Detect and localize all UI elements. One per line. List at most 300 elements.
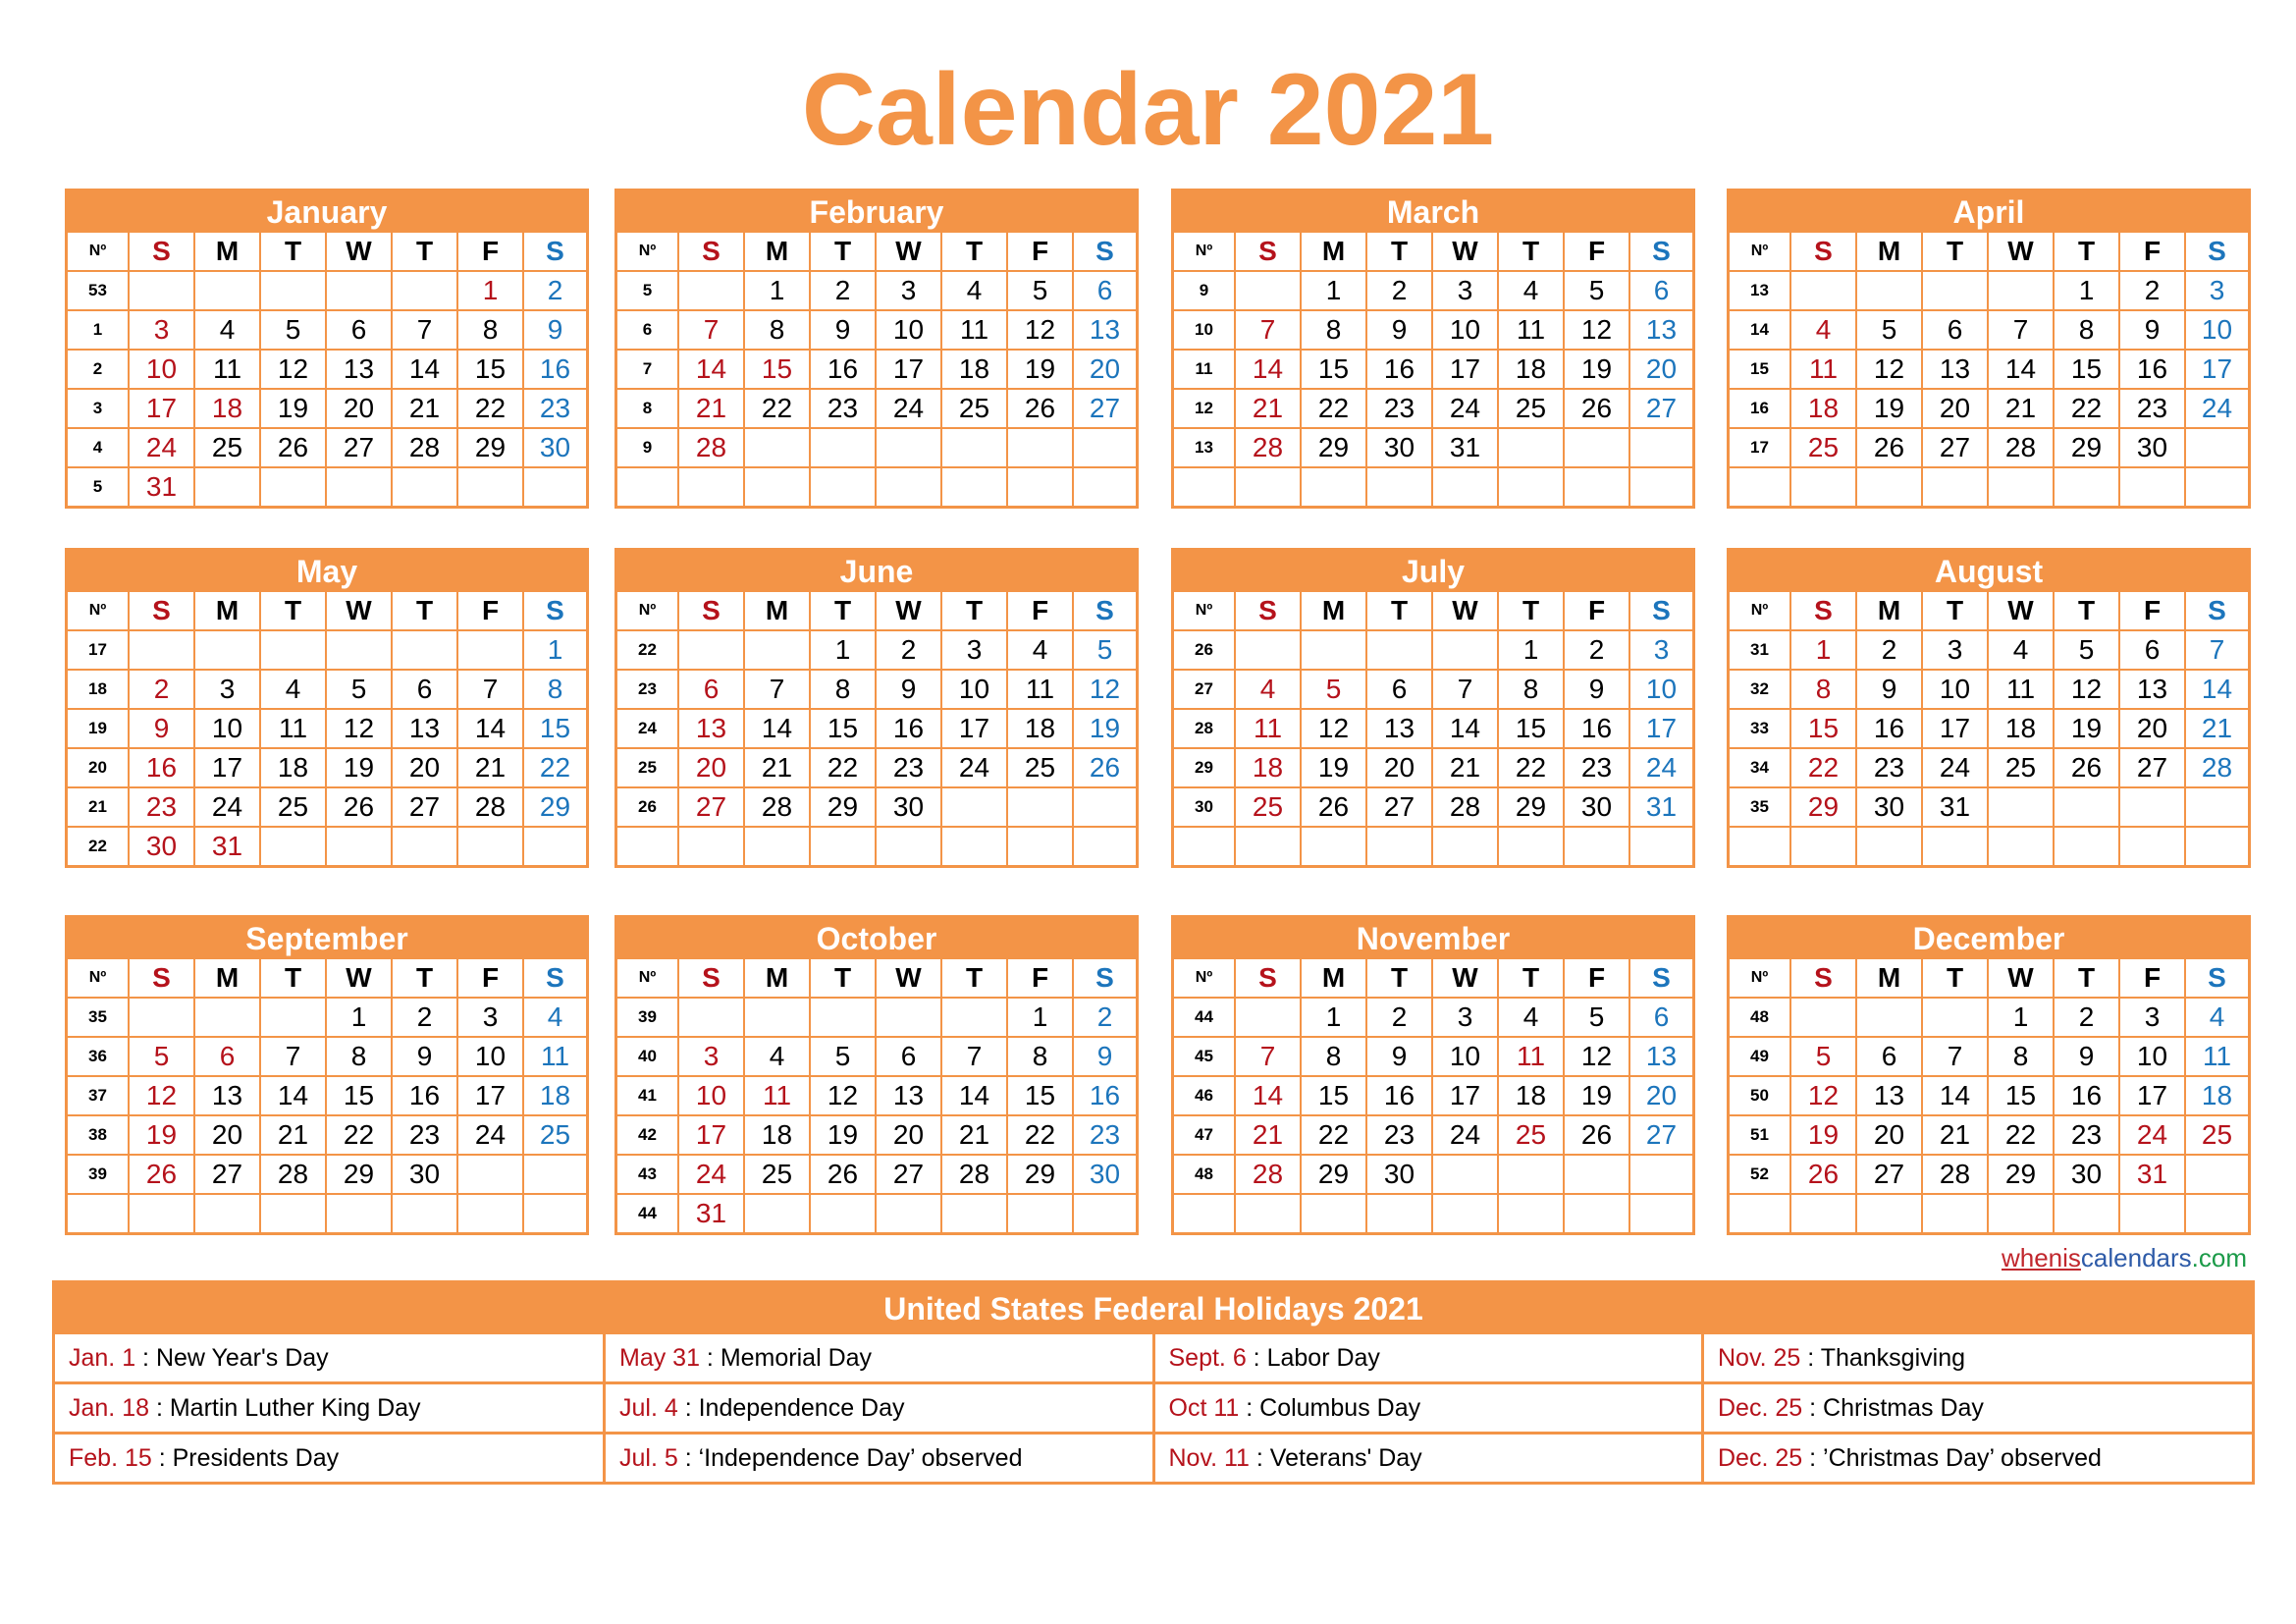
day-cell xyxy=(392,271,457,310)
week-number: 48 xyxy=(1174,1155,1235,1194)
weekday-label: W xyxy=(1432,959,1498,998)
day-cell: 10 xyxy=(2185,310,2248,350)
day-cell: 8 xyxy=(1301,310,1366,350)
week-number: 26 xyxy=(1174,630,1235,670)
day-cell: 18 xyxy=(194,389,260,428)
day-cell: 17 xyxy=(1629,709,1692,748)
day-cell xyxy=(457,827,523,865)
day-cell: 18 xyxy=(1498,1076,1564,1115)
day-cell: 6 xyxy=(1629,998,1692,1037)
week-number: 17 xyxy=(68,630,129,670)
day-cell: 22 xyxy=(1007,1115,1073,1155)
day-cell: 16 xyxy=(2119,350,2185,389)
week-row xyxy=(1730,467,2248,506)
day-cell: 24 xyxy=(2119,1115,2185,1155)
weekday-label: T xyxy=(392,959,457,998)
day-cell: 9 xyxy=(876,670,941,709)
week-number xyxy=(1730,467,1790,506)
month-grid xyxy=(1730,233,2248,506)
day-cell xyxy=(1498,1155,1564,1194)
day-cell: 8 xyxy=(810,670,876,709)
day-cell: 28 xyxy=(744,787,810,827)
day-cell xyxy=(1007,827,1073,865)
day-cell: 19 xyxy=(1073,709,1136,748)
day-cell: 30 xyxy=(392,1155,457,1194)
weekday-label: S xyxy=(678,233,744,271)
weekday-label: S xyxy=(1073,233,1136,271)
day-cell: 2 xyxy=(1366,998,1432,1037)
month-name: March xyxy=(1174,191,1692,233)
day-cell: 6 xyxy=(1366,670,1432,709)
holiday-name: Presidents Day xyxy=(172,1443,340,1472)
week-row xyxy=(68,389,586,428)
day-cell: 12 xyxy=(1564,310,1629,350)
day-cell: 8 xyxy=(326,1037,392,1076)
day-cell: 3 xyxy=(1922,630,1988,670)
holiday-date: Dec. 25 xyxy=(1718,1443,1803,1472)
day-cell: 20 xyxy=(1073,350,1136,389)
day-cell: 26 xyxy=(326,787,392,827)
day-cell: 16 xyxy=(876,709,941,748)
day-cell: 27 xyxy=(1366,787,1432,827)
day-cell: 30 xyxy=(1564,787,1629,827)
day-cell: 22 xyxy=(2054,389,2119,428)
holiday-entry xyxy=(605,1334,1154,1383)
week-number: 13 xyxy=(1730,271,1790,310)
weekday-label: S xyxy=(2185,592,2248,630)
holiday-date: May 31 xyxy=(619,1343,700,1372)
day-cell: 11 xyxy=(1007,670,1073,709)
day-cell xyxy=(392,1194,457,1232)
day-cell: 9 xyxy=(392,1037,457,1076)
weekday-label: T xyxy=(810,233,876,271)
day-cell: 21 xyxy=(1235,389,1301,428)
day-cell: 11 xyxy=(260,709,326,748)
week-row xyxy=(617,1037,1136,1076)
day-cell: 5 xyxy=(260,310,326,350)
day-cell: 26 xyxy=(2054,748,2119,787)
day-cell: 18 xyxy=(1235,748,1301,787)
day-cell: 24 xyxy=(457,1115,523,1155)
week-number: 12 xyxy=(1174,389,1235,428)
weekday-label: T xyxy=(1366,592,1432,630)
day-cell: 26 xyxy=(1856,428,1922,467)
week-number: 39 xyxy=(617,998,678,1037)
week-number xyxy=(617,827,678,865)
month-december xyxy=(1727,915,2251,1235)
day-cell xyxy=(744,827,810,865)
weekday-label: M xyxy=(1856,592,1922,630)
week-row xyxy=(68,670,586,709)
day-cell xyxy=(1790,998,1856,1037)
day-cell xyxy=(392,630,457,670)
day-cell: 21 xyxy=(260,1115,326,1155)
day-cell: 15 xyxy=(744,350,810,389)
day-cell: 17 xyxy=(194,748,260,787)
day-cell: 19 xyxy=(1007,350,1073,389)
weekday-label: S xyxy=(523,959,586,998)
week-number: 6 xyxy=(617,310,678,350)
day-cell xyxy=(941,1194,1007,1232)
month-july xyxy=(1171,548,1695,868)
day-cell: 21 xyxy=(744,748,810,787)
week-row xyxy=(68,998,586,1037)
day-cell xyxy=(1432,1155,1498,1194)
day-cell xyxy=(129,998,194,1037)
day-cell xyxy=(744,998,810,1037)
day-cell: 19 xyxy=(1301,748,1366,787)
weekday-label: T xyxy=(1922,233,1988,271)
month-grid xyxy=(617,959,1136,1232)
weekday-label: S xyxy=(1629,233,1692,271)
day-cell: 15 xyxy=(1007,1076,1073,1115)
day-cell: 31 xyxy=(194,827,260,865)
week-row xyxy=(1174,389,1692,428)
day-cell: 18 xyxy=(1007,709,1073,748)
holiday-entry xyxy=(605,1434,1154,1483)
weekday-header-row xyxy=(1174,959,1692,998)
day-cell: 2 xyxy=(1366,271,1432,310)
weekday-label: T xyxy=(1498,959,1564,998)
day-cell xyxy=(260,271,326,310)
day-cell: 23 xyxy=(129,787,194,827)
day-cell xyxy=(326,271,392,310)
day-cell: 1 xyxy=(2054,271,2119,310)
day-cell: 21 xyxy=(1922,1115,1988,1155)
day-cell: 11 xyxy=(194,350,260,389)
day-cell xyxy=(2119,827,2185,865)
week-row xyxy=(1174,709,1692,748)
day-cell: 8 xyxy=(523,670,586,709)
day-cell: 7 xyxy=(2185,630,2248,670)
watermark-part-1: whenis xyxy=(2001,1243,2081,1272)
day-cell: 4 xyxy=(1498,998,1564,1037)
day-cell: 25 xyxy=(2185,1115,2248,1155)
day-cell: 6 xyxy=(1073,271,1136,310)
week-number: 40 xyxy=(617,1037,678,1076)
day-cell: 25 xyxy=(194,428,260,467)
weekday-header-row xyxy=(68,233,586,271)
day-cell xyxy=(1629,1194,1692,1232)
day-cell xyxy=(1856,1194,1922,1232)
day-cell: 16 xyxy=(1856,709,1922,748)
day-cell xyxy=(1922,467,1988,506)
holiday-entry xyxy=(55,1434,605,1483)
week-number-header: Nº xyxy=(68,233,129,271)
day-cell: 6 xyxy=(1922,310,1988,350)
day-cell: 19 xyxy=(1790,1115,1856,1155)
day-cell xyxy=(1301,1194,1366,1232)
week-number xyxy=(1174,1194,1235,1232)
day-cell xyxy=(194,1194,260,1232)
day-cell xyxy=(194,630,260,670)
weekday-label: T xyxy=(1366,233,1432,271)
day-cell: 18 xyxy=(941,350,1007,389)
day-cell: 10 xyxy=(1432,1037,1498,1076)
day-cell: 16 xyxy=(129,748,194,787)
day-cell xyxy=(523,1155,586,1194)
day-cell xyxy=(2185,1155,2248,1194)
day-cell xyxy=(1432,1194,1498,1232)
day-cell xyxy=(2054,787,2119,827)
day-cell: 26 xyxy=(260,428,326,467)
week-number: 44 xyxy=(1174,998,1235,1037)
day-cell xyxy=(1432,827,1498,865)
day-cell: 23 xyxy=(523,389,586,428)
day-cell: 20 xyxy=(678,748,744,787)
day-cell: 15 xyxy=(457,350,523,389)
day-cell: 29 xyxy=(326,1155,392,1194)
holidays-table xyxy=(55,1334,2252,1482)
week-number: 9 xyxy=(617,428,678,467)
day-cell xyxy=(457,1155,523,1194)
day-cell: 9 xyxy=(1564,670,1629,709)
day-cell xyxy=(523,1194,586,1232)
month-grid xyxy=(617,592,1136,865)
day-cell: 22 xyxy=(326,1115,392,1155)
week-number: 8 xyxy=(617,389,678,428)
day-cell xyxy=(1922,1194,1988,1232)
day-cell: 24 xyxy=(2185,389,2248,428)
day-cell: 28 xyxy=(260,1155,326,1194)
day-cell: 29 xyxy=(1301,428,1366,467)
holiday-name: Veterans' Day xyxy=(1269,1443,1422,1472)
day-cell xyxy=(1235,467,1301,506)
day-cell: 23 xyxy=(1073,1115,1136,1155)
day-cell: 22 xyxy=(744,389,810,428)
holiday-name: Columbus Day xyxy=(1259,1393,1421,1422)
day-cell: 9 xyxy=(129,709,194,748)
week-row xyxy=(617,428,1136,467)
week-number: 13 xyxy=(1174,428,1235,467)
day-cell: 31 xyxy=(1629,787,1692,827)
weekday-label: F xyxy=(457,233,523,271)
day-cell: 14 xyxy=(2185,670,2248,709)
month-name: October xyxy=(617,918,1136,959)
week-number: 44 xyxy=(617,1194,678,1232)
month-november xyxy=(1171,915,1695,1235)
week-row xyxy=(1174,748,1692,787)
week-row xyxy=(617,1115,1136,1155)
day-cell: 25 xyxy=(1007,748,1073,787)
week-number: 5 xyxy=(68,467,129,506)
holiday-name: Memorial Day xyxy=(720,1343,873,1372)
day-cell: 21 xyxy=(392,389,457,428)
week-number: 38 xyxy=(68,1115,129,1155)
day-cell: 4 xyxy=(1498,271,1564,310)
weekday-label: T xyxy=(2054,233,2119,271)
day-cell: 16 xyxy=(1366,1076,1432,1115)
week-row xyxy=(617,350,1136,389)
week-row xyxy=(617,630,1136,670)
weekday-label: T xyxy=(260,233,326,271)
week-number xyxy=(1730,827,1790,865)
day-cell: 1 xyxy=(523,630,586,670)
week-number: 52 xyxy=(1730,1155,1790,1194)
weekday-header-row xyxy=(68,959,586,998)
day-cell xyxy=(1988,467,2054,506)
day-cell: 30 xyxy=(1073,1155,1136,1194)
day-cell xyxy=(1790,827,1856,865)
day-cell: 29 xyxy=(810,787,876,827)
day-cell: 25 xyxy=(1235,787,1301,827)
weekday-label: S xyxy=(1073,592,1136,630)
day-cell: 14 xyxy=(392,350,457,389)
day-cell xyxy=(2185,827,2248,865)
day-cell: 26 xyxy=(810,1155,876,1194)
day-cell: 13 xyxy=(392,709,457,748)
day-cell xyxy=(1073,428,1136,467)
weekday-label: S xyxy=(1235,233,1301,271)
weekday-label: S xyxy=(523,233,586,271)
week-number: 7 xyxy=(617,350,678,389)
day-cell: 8 xyxy=(2054,310,2119,350)
week-row xyxy=(1730,1037,2248,1076)
day-cell xyxy=(810,467,876,506)
holiday-name: Thanksgiving xyxy=(1820,1343,1966,1372)
week-row xyxy=(68,1115,586,1155)
watermark-part-3: .com xyxy=(2191,1243,2247,1272)
holiday-separator: : xyxy=(677,1443,699,1472)
day-cell: 7 xyxy=(392,310,457,350)
day-cell: 26 xyxy=(1007,389,1073,428)
day-cell xyxy=(876,1194,941,1232)
day-cell xyxy=(810,827,876,865)
day-cell: 2 xyxy=(392,998,457,1037)
day-cell: 23 xyxy=(2054,1115,2119,1155)
day-cell: 2 xyxy=(2054,998,2119,1037)
day-cell: 30 xyxy=(2119,428,2185,467)
week-row xyxy=(68,467,586,506)
day-cell: 28 xyxy=(1432,787,1498,827)
day-cell: 25 xyxy=(744,1155,810,1194)
day-cell: 30 xyxy=(1366,1155,1432,1194)
month-name: May xyxy=(68,551,586,592)
day-cell xyxy=(260,630,326,670)
day-cell: 6 xyxy=(326,310,392,350)
day-cell xyxy=(260,1194,326,1232)
day-cell: 4 xyxy=(1235,670,1301,709)
week-number: 37 xyxy=(68,1076,129,1115)
day-cell xyxy=(678,630,744,670)
day-cell: 27 xyxy=(678,787,744,827)
weekday-label: F xyxy=(457,592,523,630)
month-name: April xyxy=(1730,191,2248,233)
week-number: 15 xyxy=(1730,350,1790,389)
day-cell: 19 xyxy=(2054,709,2119,748)
day-cell: 18 xyxy=(1988,709,2054,748)
day-cell: 2 xyxy=(1564,630,1629,670)
day-cell xyxy=(1922,998,1988,1037)
day-cell: 11 xyxy=(941,310,1007,350)
holiday-date: Oct 11 xyxy=(1168,1393,1240,1422)
weekday-label: W xyxy=(326,959,392,998)
day-cell: 15 xyxy=(1498,709,1564,748)
day-cell: 22 xyxy=(810,748,876,787)
day-cell: 20 xyxy=(1922,389,1988,428)
site-watermark[interactable] xyxy=(2002,1243,2247,1273)
day-cell xyxy=(326,630,392,670)
day-cell: 10 xyxy=(1629,670,1692,709)
day-cell: 16 xyxy=(1073,1076,1136,1115)
day-cell: 1 xyxy=(744,271,810,310)
day-cell: 29 xyxy=(523,787,586,827)
day-cell xyxy=(810,428,876,467)
weekday-label: M xyxy=(1301,592,1366,630)
day-cell: 28 xyxy=(2185,748,2248,787)
week-number: 21 xyxy=(68,787,129,827)
holiday-entry xyxy=(55,1383,605,1434)
day-cell: 16 xyxy=(1366,350,1432,389)
day-cell: 12 xyxy=(1073,670,1136,709)
day-cell: 11 xyxy=(2185,1037,2248,1076)
day-cell: 12 xyxy=(810,1076,876,1115)
holiday-date: Jan. 1 xyxy=(69,1343,136,1372)
day-cell: 28 xyxy=(678,428,744,467)
day-cell xyxy=(260,998,326,1037)
holiday-date: Jul. 5 xyxy=(619,1443,678,1472)
month-grid xyxy=(1174,592,1692,865)
day-cell xyxy=(1856,271,1922,310)
day-cell: 13 xyxy=(1922,350,1988,389)
day-cell: 31 xyxy=(1922,787,1988,827)
month-january xyxy=(65,189,589,509)
day-cell xyxy=(678,467,744,506)
week-row xyxy=(1730,310,2248,350)
week-row xyxy=(1174,1115,1692,1155)
day-cell: 5 xyxy=(1856,310,1922,350)
day-cell: 14 xyxy=(1432,709,1498,748)
weekday-label: S xyxy=(2185,233,2248,271)
day-cell xyxy=(392,467,457,506)
month-name: September xyxy=(68,918,586,959)
holiday-name: ‘Independence Day’ observed xyxy=(698,1443,1023,1472)
day-cell: 28 xyxy=(1235,1155,1301,1194)
day-cell: 28 xyxy=(941,1155,1007,1194)
day-cell: 25 xyxy=(1498,1115,1564,1155)
day-cell: 10 xyxy=(2119,1037,2185,1076)
week-row xyxy=(1730,1194,2248,1232)
holiday-entry xyxy=(1153,1434,1703,1483)
weekday-label: S xyxy=(678,959,744,998)
week-number: 45 xyxy=(1174,1037,1235,1076)
week-number xyxy=(617,467,678,506)
day-cell: 1 xyxy=(1988,998,2054,1037)
day-cell xyxy=(1498,1194,1564,1232)
day-cell: 23 xyxy=(810,389,876,428)
day-cell: 11 xyxy=(1235,709,1301,748)
week-number: 31 xyxy=(1730,630,1790,670)
day-cell: 24 xyxy=(1432,1115,1498,1155)
month-name: January xyxy=(68,191,586,233)
day-cell: 10 xyxy=(941,670,1007,709)
day-cell: 27 xyxy=(1629,389,1692,428)
holiday-row xyxy=(55,1434,2252,1483)
day-cell: 7 xyxy=(1235,310,1301,350)
day-cell: 9 xyxy=(2054,1037,2119,1076)
day-cell xyxy=(941,998,1007,1037)
day-cell: 20 xyxy=(1366,748,1432,787)
day-cell: 11 xyxy=(523,1037,586,1076)
week-row xyxy=(1174,1155,1692,1194)
month-grid xyxy=(1174,959,1692,1232)
day-cell: 26 xyxy=(1564,1115,1629,1155)
day-cell: 5 xyxy=(2054,630,2119,670)
weekday-label: S xyxy=(1790,233,1856,271)
day-cell xyxy=(1366,467,1432,506)
month-june xyxy=(614,548,1139,868)
weekday-label: S xyxy=(1629,959,1692,998)
